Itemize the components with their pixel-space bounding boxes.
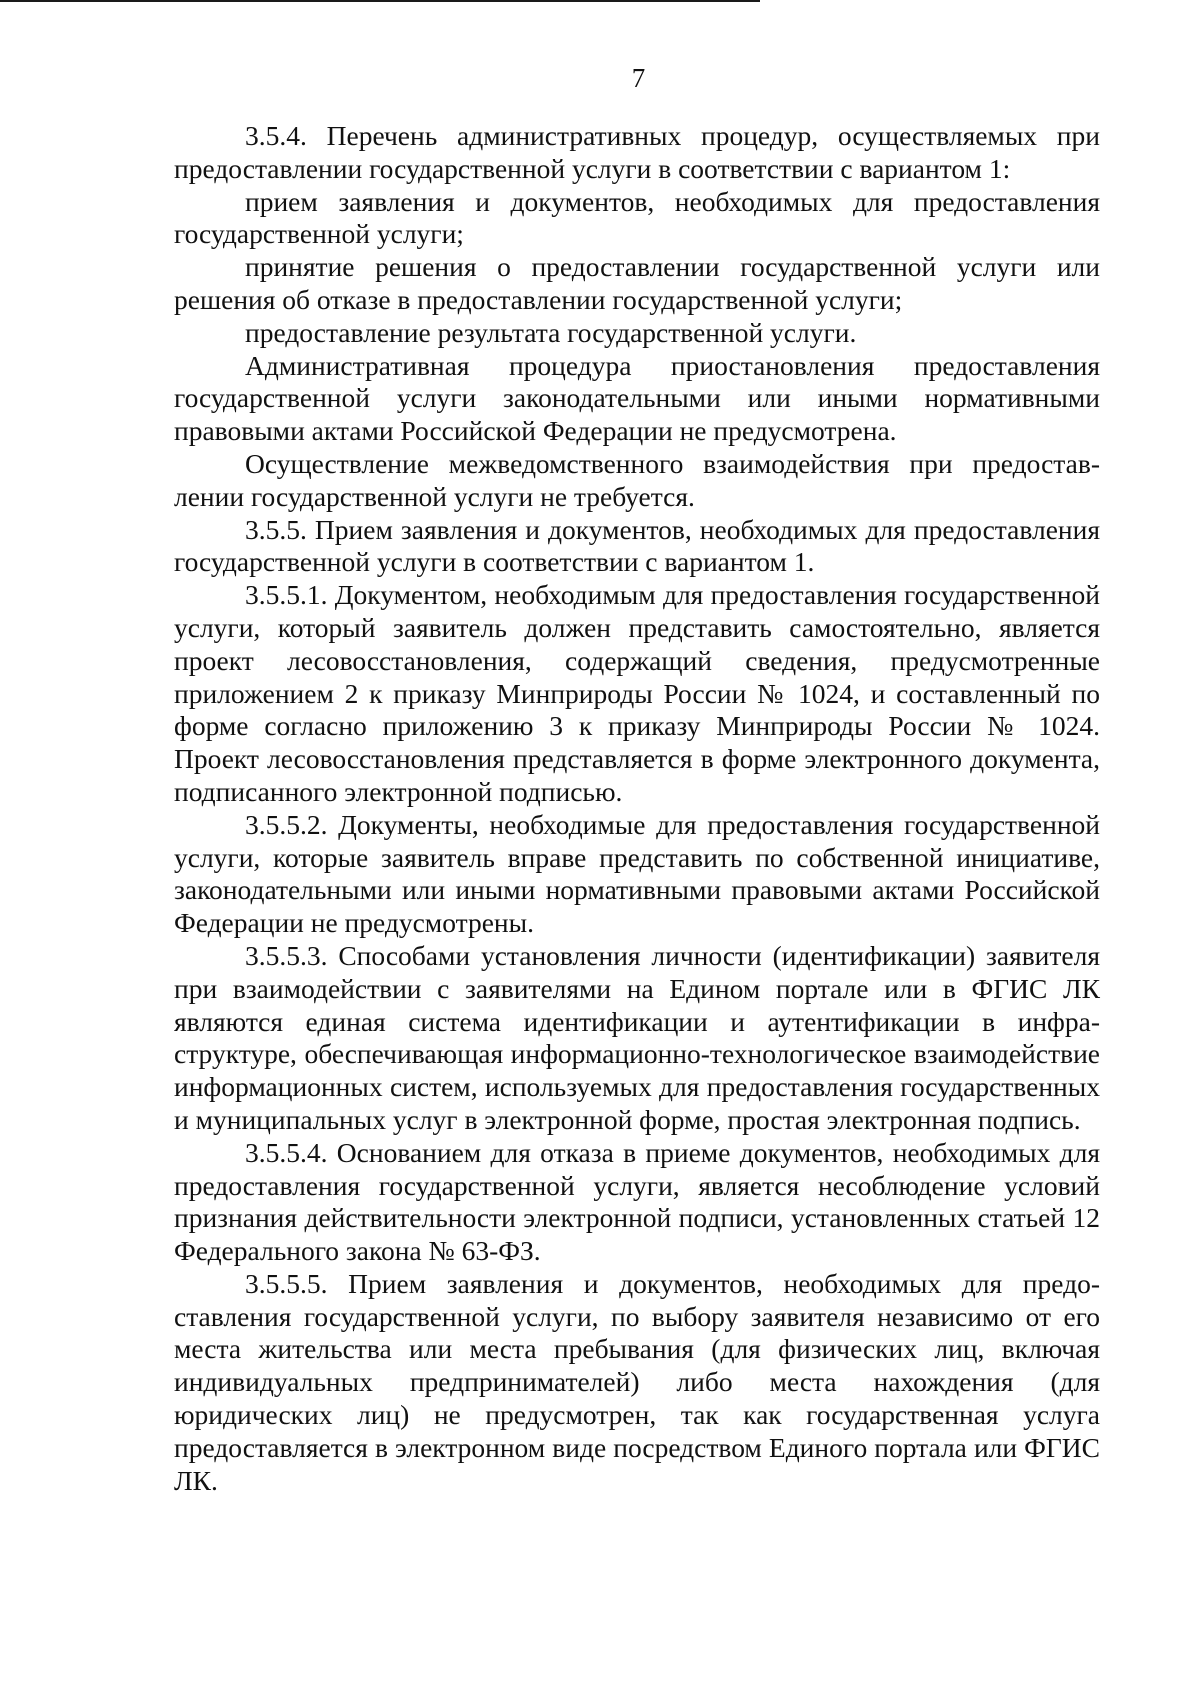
paragraph-suspension: Административная процедура приостановления предоставления государственной услуги законодательными или иными нормативными правовыми актами Российской Федерации не предусмотрена. xyxy=(174,349,1100,447)
paragraph-3-5-5-4: 3.5.5.4. Основанием для отказа в приеме документов, необходимых для предоставления государственной услуги, является несоблюдение условий признания действительности электронной подписи, установленных статьей 12 Федерального закона № 63-ФЗ. xyxy=(174,1136,1100,1267)
list-item-decision: принятие решения о предоставлении государственной услуги или решения об отказе в предоставлении государственной услуги; xyxy=(174,251,1100,315)
paragraph-3-5-5-1: 3.5.5.1. Документом, необходимым для предоставления государственной услуги, который заявитель должен представить самостоятельно, является проект лесовосстановления, содержащий сведения, предусмотренные приложением 2 к приказу Минприроды России № 1024, и составленный по форме согласно приложению 3 к приказу Минприроды России № 1024. Проект лесовосстановления представляется в форме электронного документа, подписанного электронной подписью. xyxy=(174,579,1100,807)
page-number: 7 xyxy=(631,63,646,93)
paragraph-3-5-5-3: 3.5.5.3. Способами установления личности (идентификации) заявителя при взаимодействии с заявителями на Едином портале или в ФГИС ЛК являются единая система идентификации и аутентификации в инфраструктуре, обеспечивающая информационно-технологическое взаимодействие информационных систем, используемых для предоставления государственных и муниципальных услуг в электронной форме, простая электронная подпись. xyxy=(174,939,1100,1135)
paragraph-3-5-5-5: 3.5.5.5. Прием заявления и документов, необходимых для предоставления государственной услуги, по выбору заявителя независимо от его места жительства или места пребывания (для физических лиц, включая индивидуальных предпринимателей) либо места нахождения (для юридических лиц) не предусмотрен, так как государственная услуга предоставляется в электронном виде посредством Единого портала или ФГИС ЛК. xyxy=(174,1267,1100,1496)
document-body xyxy=(174,120,1100,1497)
paragraph-3-5-5: 3.5.5. Прием заявления и документов, необходимых для предоставления государственной услуги в соответствии с вариантом 1. xyxy=(174,513,1100,578)
paragraph-3-5-4: 3.5.4. Перечень административных процедур, осуществляемых при предоставлении государственной услуги в соответствии с вариантом 1: xyxy=(174,120,1100,184)
list-item-result: предоставление результата государственной услуги. xyxy=(245,316,857,348)
scan-edge-line xyxy=(0,0,760,2)
paragraph-3-5-5-2: 3.5.5.2. Документы, необходимые для предоставления государственной услуги, которые заявитель вправе представить по собственной инициативе, законодательными или иными нормативными правовыми актами Российской Федерации не предусмотрены. xyxy=(174,808,1100,939)
paragraph-interagency: Осуществление межведомственного взаимодействия при предоставлении государственной услуги не требуется. xyxy=(174,447,1100,512)
list-item-receive-application: прием заявления и документов, необходимых для предоставления государственной услуги; xyxy=(174,185,1100,250)
